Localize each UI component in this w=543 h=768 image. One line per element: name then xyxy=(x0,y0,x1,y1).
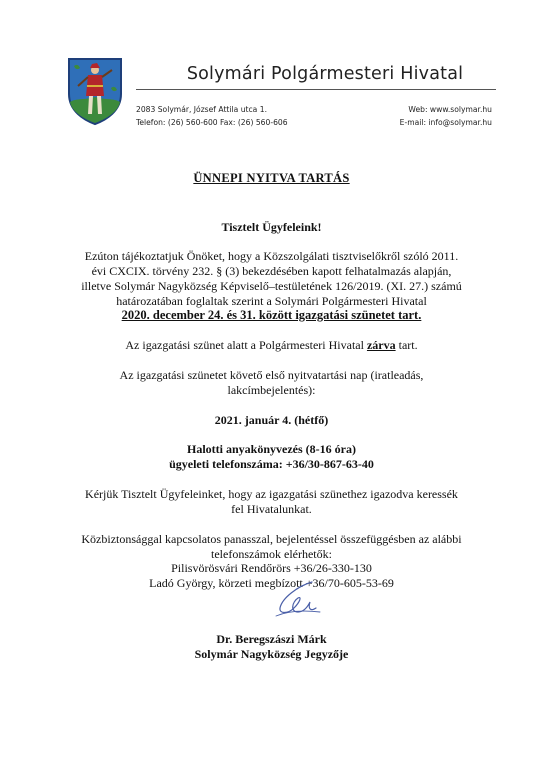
safety-line-2: telefonszámok elérhetők: xyxy=(211,547,332,561)
registry-hours: Halotti anyakönyvezés (8-16 óra) xyxy=(187,442,356,456)
organization-name: Solymári Polgármesteri Hivatal xyxy=(186,64,464,84)
notice-title: ÜNNEPI NYITVA TARTÁS xyxy=(193,171,350,185)
office-email: E-mail: info@solymar.hu xyxy=(399,117,492,127)
closure-dates: 2020. december 24. és 31. között igazgatási szünetet tart. xyxy=(121,308,422,322)
closed-notice-post: tart. xyxy=(395,338,418,352)
intro-line-1: Ezúton tájékoztatjuk Önöket, hogy a Közszolgálati tisztviselőkről szóló 2011. xyxy=(84,249,459,263)
request-line-1: Kérjük Tisztelt Ügyfeleinket, hogy az igazgatási szünethez igazodva keressék xyxy=(85,487,458,501)
signatory-role: Solymár Nagyközség Jegyzője xyxy=(194,647,349,661)
reopen-line-1: Az igazgatási szünetet követő első nyitvatartási nap (iratleadás, xyxy=(119,368,424,382)
closed-notice xyxy=(50,338,493,353)
police-phone: Pilisvörösvári Rendőrörs +36/26-330-130 xyxy=(171,561,372,575)
intro-line-3: illetve Solymár Nagyközség Képviselő–testületének 126/2019. (XI. 27.) számú xyxy=(81,279,462,293)
office-phone-fax: Telefon: (26) 560-600 Fax: (26) 560-606 xyxy=(136,117,288,127)
intro-line-2: évi CXCIX. törvény 232. § (3) bekezdésében kapott felhatalmazás alapján, xyxy=(91,264,452,278)
office-website: Web: www.solymar.hu xyxy=(408,105,492,114)
reopen-line-2: lakcímbejelentés): xyxy=(227,383,316,397)
figure-belt xyxy=(87,85,103,87)
registry-phone: ügyeleti telefonszáma: +36/30-867-63-40 xyxy=(169,457,374,471)
office-address: 2083 Solymár, József Attila utca 1. xyxy=(136,105,267,114)
closed-word: zárva xyxy=(366,338,396,352)
shield-ground xyxy=(70,97,120,123)
salutation: Tisztelt Ügyfeleink! xyxy=(221,220,322,234)
reopen-date: 2021. január 4. (hétfő) xyxy=(214,413,329,427)
header-divider xyxy=(136,89,496,90)
handwritten-signature xyxy=(268,578,328,620)
contact-left xyxy=(136,104,288,129)
officer-phone: Ladó György, körzeti megbízott +36/70-605-53-69 xyxy=(149,576,394,590)
request-line-2: fel Hivatalunkat. xyxy=(231,502,312,516)
coat-of-arms-logo xyxy=(66,56,124,126)
signatory-name: Dr. Beregszászi Márk xyxy=(216,632,327,646)
contact-right xyxy=(400,104,492,129)
closed-notice-pre: Az igazgatási szünet alatt a Polgármesteri Hivatal xyxy=(125,338,367,352)
safety-line-1: Közbiztonsággal kapcsolatos panasszal, bejelentéssel összefüggésben az alábbi xyxy=(81,532,462,546)
intro-line-4: határozatában foglaltak szerint a Solymári Polgármesteri Hivatal xyxy=(116,294,427,308)
